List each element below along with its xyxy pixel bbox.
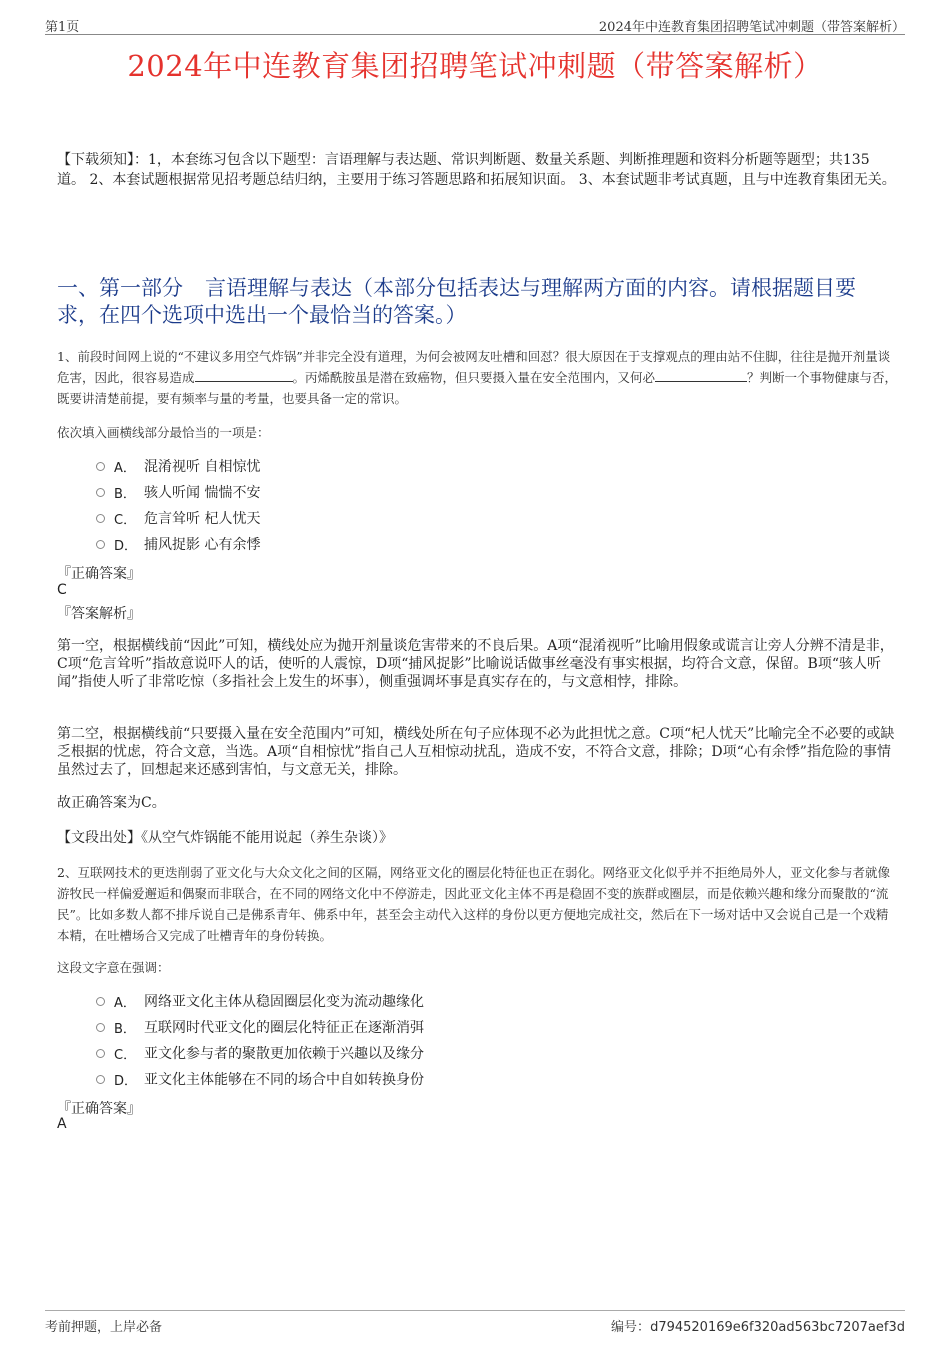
q1-blank-2 <box>655 368 747 382</box>
question-1-options <box>96 453 260 557</box>
q1-stem-part-a: 1、前段时间网上说的“不建议多用空气炸锅”并非完全没有道理，为何会被网友吐槽和回怼？很大原因在于支撑观点的理由站不住脚，往往是抛开剂量谈危害，因此，很容易造成 <box>57 349 891 385</box>
radio-icon[interactable] <box>96 462 105 471</box>
section-heading <box>57 275 897 329</box>
page-header <box>45 14 905 35</box>
radio-icon[interactable] <box>96 514 105 523</box>
q1-option-d[interactable]: D． 捕风捉影 心有余悸 <box>96 531 260 557</box>
q1-option-b[interactable]: B． 骇人听闻 惴惴不安 <box>96 479 260 505</box>
q1-answer: C <box>57 582 67 598</box>
radio-icon[interactable] <box>96 997 105 1006</box>
page-footer <box>45 1310 905 1333</box>
question-2-options <box>96 988 424 1092</box>
question-1-stem <box>57 346 899 409</box>
footer-slogan: 考前押题，上岸必备 <box>45 1320 163 1335</box>
question-2-prompt: 这段文字意在强调： <box>57 960 170 975</box>
q1-blank-1 <box>195 368 293 382</box>
q2-answer-label: 『正确答案』 <box>57 1101 141 1117</box>
section-text: 言语理解与表达（本部分包括表达与理解两方面的内容。请根据题目要求，在四个选项中选出一个最恰当的答案。） <box>57 276 856 327</box>
q2-option-a[interactable]: A． 网络亚文化主体从稳固圈层化变为流动趣缘化 <box>96 988 424 1014</box>
download-notice: 【下载须知】：1，本套练习包含以下题型：言语理解与表达题、常识判断题、数量关系题、判断推理题和资料分析题等题型；共135道。 2、本套试题根据常见招考题总结归纳，主要用于练习答题思路和拓展知识面。 3、本套试题非考试真题，且与中连教育集团无关。 <box>57 152 896 188</box>
q1-option-a[interactable]: A． 混淆视听 自相惊忧 <box>96 453 260 479</box>
q2-answer: A <box>57 1116 67 1132</box>
q1-conclusion: 故正确答案为C。 <box>57 795 166 811</box>
q1-answer-label: 『正确答案』 <box>57 566 141 582</box>
q2-option-c[interactable]: C． 亚文化参与者的聚散更加依赖于兴趣以及缘分 <box>96 1040 424 1066</box>
page-title: 2024年中连教育集团招聘笔试冲刺题（带答案解析） <box>127 49 823 83</box>
question-1-prompt: 依次填入画横线部分最恰当的一项是： <box>57 425 270 440</box>
radio-icon[interactable] <box>96 1023 105 1032</box>
q1-stem-part-b: 。丙烯酰胺虽是潜在致癌物，但只要摄入量在安全范围内，又何必 <box>292 370 656 385</box>
radio-icon[interactable] <box>96 488 105 497</box>
section-part: 一、第一部分 <box>57 276 183 300</box>
q1-source: 【文段出处】《从空气炸锅能不能用说起（养生杂谈）》 <box>57 830 393 846</box>
header-doc-title: 2024年中连教育集团招聘笔试冲刺题（带答案解析） <box>598 20 905 35</box>
q1-option-c[interactable]: C． 危言耸听 杞人忧天 <box>96 505 260 531</box>
q1-stem-part-c: ？判断一个事物健康与否，既要讲清楚前提，要有频率与量的考量，也要具备一定的常识。 <box>57 370 898 406</box>
q1-analysis-label: 『答案解析』 <box>57 606 141 622</box>
page-number: 第1页 <box>45 20 80 35</box>
q2-option-d[interactable]: D． 亚文化主体能够在不同的场合中自如转换身份 <box>96 1066 424 1092</box>
radio-icon[interactable] <box>96 1075 105 1084</box>
q1-analysis-paragraph-2: 第二空，根据横线前“只要摄入量在安全范围内”可知，横线处所在句子应体现不必为此担忧之意。C项“杞人忧天”比喻完全不必要的或缺乏根据的忧虑，符合文意，当选。A项“自相惊忧”指自己人互相惊动扰乱，造成不安，不符合文意，排除；D项“心有余悸”指危险的事情虽然过去了，回想起来还感到害怕，与文意无关，排除。 <box>57 726 895 778</box>
q2-option-b[interactable]: B． 互联网时代亚文化的圈层化特征正在逐渐消弭 <box>96 1014 424 1040</box>
question-2-stem: 2、互联网技术的更迭削弱了亚文化与大众文化之间的区隔，网络亚文化的圈层化特征也正在弱化。网络亚文化似乎并不拒绝局外人，亚文化参与者就像游牧民一样偏爱邂逅和偶聚而非联合，在不同的网络文化中不停游走，因此亚文化主体不再是稳固不变的族群或圈层，而是依赖兴趣和缘分而聚散的“流民”。比如多数人都不排斥说自己是佛系青年、佛系中年，甚至会主动代入这样的身份以更方便地完成社交，然后在下一场对话中又会说自己是一个戏精本精，在吐槽场合又完成了吐槽青年的身份转换。 <box>57 865 890 943</box>
radio-icon[interactable] <box>96 1049 105 1058</box>
footer-code: 编号：d794520169e6f320ad563bc7207aef3d <box>611 1320 905 1335</box>
radio-icon[interactable] <box>96 540 105 549</box>
q1-analysis-paragraph-1: 第一空，根据横线前“因此”可知，横线处应为抛开剂量谈危害带来的不良后果。A项“混淆视听”比喻用假象或谎言让旁人分辨不清是非，C项“危言耸听”指故意说吓人的话，使听的人震惊，D项“捕风捉影”比喻说话做事丝毫没有事实根据，均符合文意，保留。B项“骇人听闻”指使人听了非常吃惊（多指社会上发生的坏事），侧重强调坏事是真实存在的，与文意相悖，排除。 <box>57 638 894 690</box>
